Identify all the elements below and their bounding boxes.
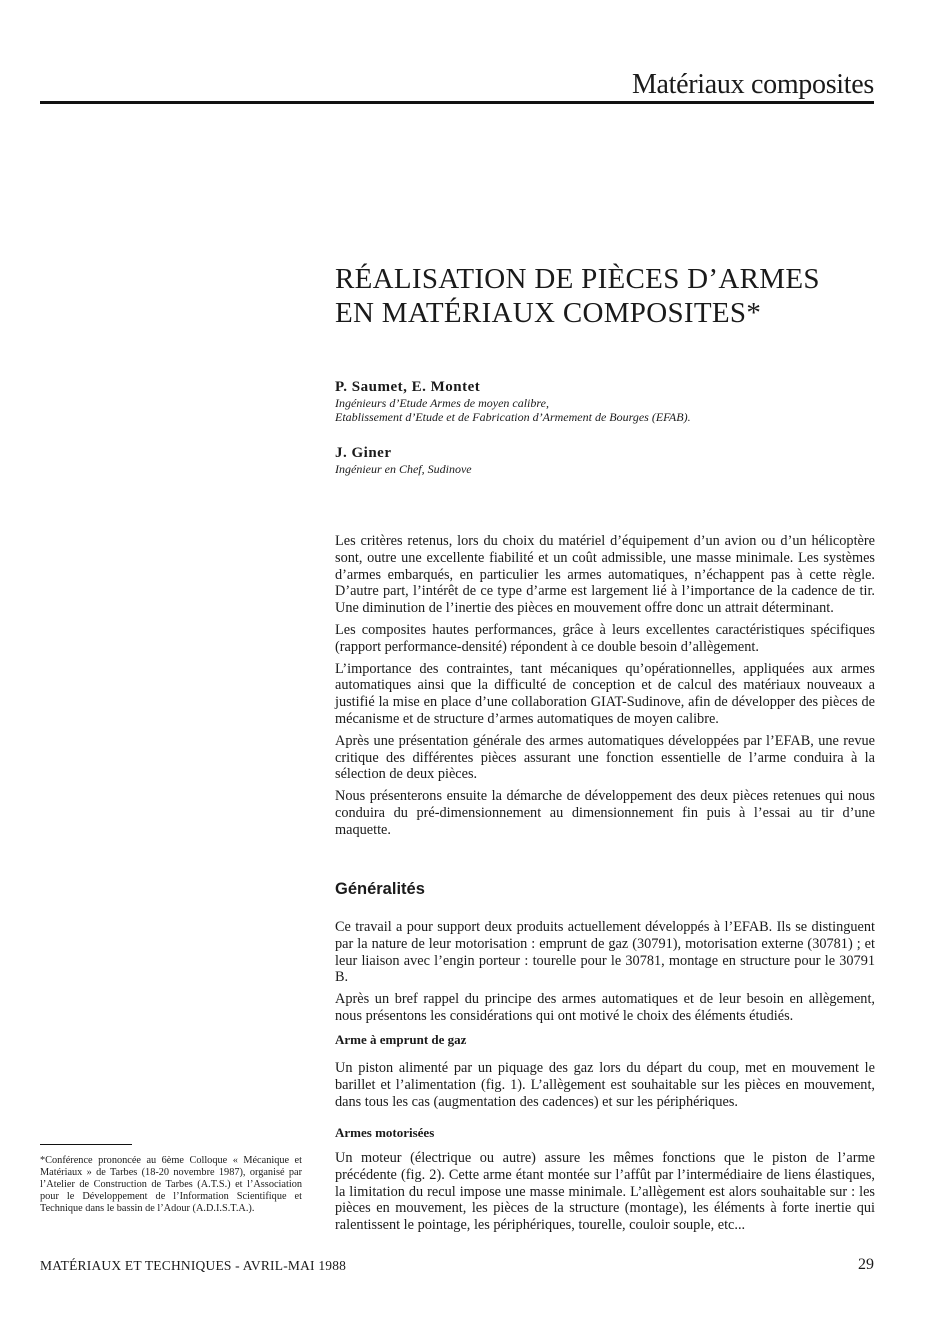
subsection-body: [335, 1150, 875, 1239]
abstract-paragraph: Les critères retenus, lors du choix du matériel d’équipement d’un avion ou d’un hélicoptère sont, outre une excellente fiabilité et un coût admissible, une masse minimale. Les systèmes d’armes embarqués, en particulier les armes automatiques, n’échappent pas à cette règle. D’autre part, l’intérêt de ce type d’arme est largement lié à l’importance de la cadence de tir. Une diminution de l’inertie des pièces en mouvement offre donc un attrait déterminant.: [335, 533, 875, 617]
footnote-rule: [40, 1144, 132, 1145]
page-number: 29: [858, 1256, 874, 1273]
author-names: J. Giner: [335, 445, 392, 461]
author-block-2: [335, 444, 895, 476]
article-title-line-1: RÉALISATION DE PIÈCES D’ARMES: [335, 263, 820, 295]
journal-footer: MATÉRIAUX ET TECHNIQUES - AVRIL-MAI 1988: [40, 1258, 347, 1273]
header-rule: [40, 101, 874, 104]
abstract-paragraph: Nous présenterons ensuite la démarche de développement des deux pièces retenues qui nous conduira du pré-dimensionnement au dimensionnement fin puis à l’essai au tir d’une maquette.: [335, 788, 875, 838]
subsection-body: [335, 1060, 875, 1115]
body-paragraph: Après un bref rappel du principe des armes automatiques et de leur besoin en allègement, nous présentons les considérations qui ont motivé le choix des éléments étudiés.: [335, 991, 875, 1024]
abstract-paragraph: Après une présentation générale des armes automatiques développées par l’EFAB, une revue critique des différentes pièces assurant une fonction essentielle de l’arme conduira à la sélection de deux pièces.: [335, 732, 875, 783]
author-affiliation: Etablissement d’Etude et de Fabrication d’Armement de Bourges (EFAB).: [335, 410, 691, 424]
running-header: Matériaux composites: [631, 69, 874, 100]
body-paragraph: Un moteur (électrique ou autre) assure les mêmes fonctions que le piston de l’arme précédente (fig. 2). Cette arme étant montée sur l’affût par l’intermédiaire de liens élastiques, la limitation du recul impose une masse minimale. L’allègement est alors souhaitable sur : les pièces en mouvement, les pièces de la structure (montage), les éléments à forte inertie qui ralentissent le pointage, les périphériques, tourelle, couloir souple, etc...: [335, 1150, 875, 1234]
author-names: P. Saumet, E. Montet: [335, 379, 481, 395]
article-title-line-2: EN MATÉRIAUX COMPOSITES*: [335, 297, 762, 329]
subsection-heading: Armes motorisées: [335, 1125, 435, 1140]
footnote: *Conférence prononcée au 6ème Colloque « Mécanique et Matériaux » de Tarbes (18-20 novembre 1987), organisé par l’Atelier de Construction de Tarbes (A.T.S.) et l’Association pour le Développement de l’Information Scientifique et Technique dans le bassin de l’Adour (A.D.I.S.T.A.).: [40, 1155, 302, 1214]
body-paragraph: Un piston alimenté par un piquage des gaz lors du départ du coup, met en mouvement le barillet et l’alimentation (fig. 1). L’allègement est souhaitable sur les pièces en mouvement, dans tous les cas (augmentation des cadences) et sur les périphériques.: [335, 1060, 875, 1110]
section-heading: Généralités: [335, 880, 425, 898]
section-body: [335, 919, 875, 1030]
body-paragraph: Ce travail a pour support deux produits actuellement développés à l’EFAB. Ils se distinguent par la nature de leur motorisation : emprunt de gaz (30791), motorisation externe (30781) ; et leur liaison avec l’engin porteur : tourelle pour le 30781, montage en structure pour le 30791 B.: [335, 919, 875, 986]
abstract-paragraph: L’importance des contraintes, tant mécaniques qu’opérationnelles, appliquées aux armes automatiques ainsi que la difficulté de conception et de calcul des matériaux nouveaux a justifié la mise en place d’une collaboration GIAT-Sudinove, afin de développer des pièces de mécanisme et de structure d’armes automatiques de moyen calibre.: [335, 660, 875, 727]
abstract: [335, 533, 875, 844]
author-affiliation: Ingénieur en Chef, Sudinove: [335, 462, 472, 476]
author-block-1: [335, 378, 895, 424]
subsection-heading: Arme à emprunt de gaz: [335, 1032, 467, 1047]
abstract-paragraph: Les composites hautes performances, grâce à leurs excellentes caractéristiques spécifiques (rapport performance-densité) répondent à ce double besoin d’allègement.: [335, 621, 875, 655]
article-title: [335, 262, 895, 330]
author-affiliation: Ingénieurs d’Etude Armes de moyen calibre,: [335, 396, 549, 410]
